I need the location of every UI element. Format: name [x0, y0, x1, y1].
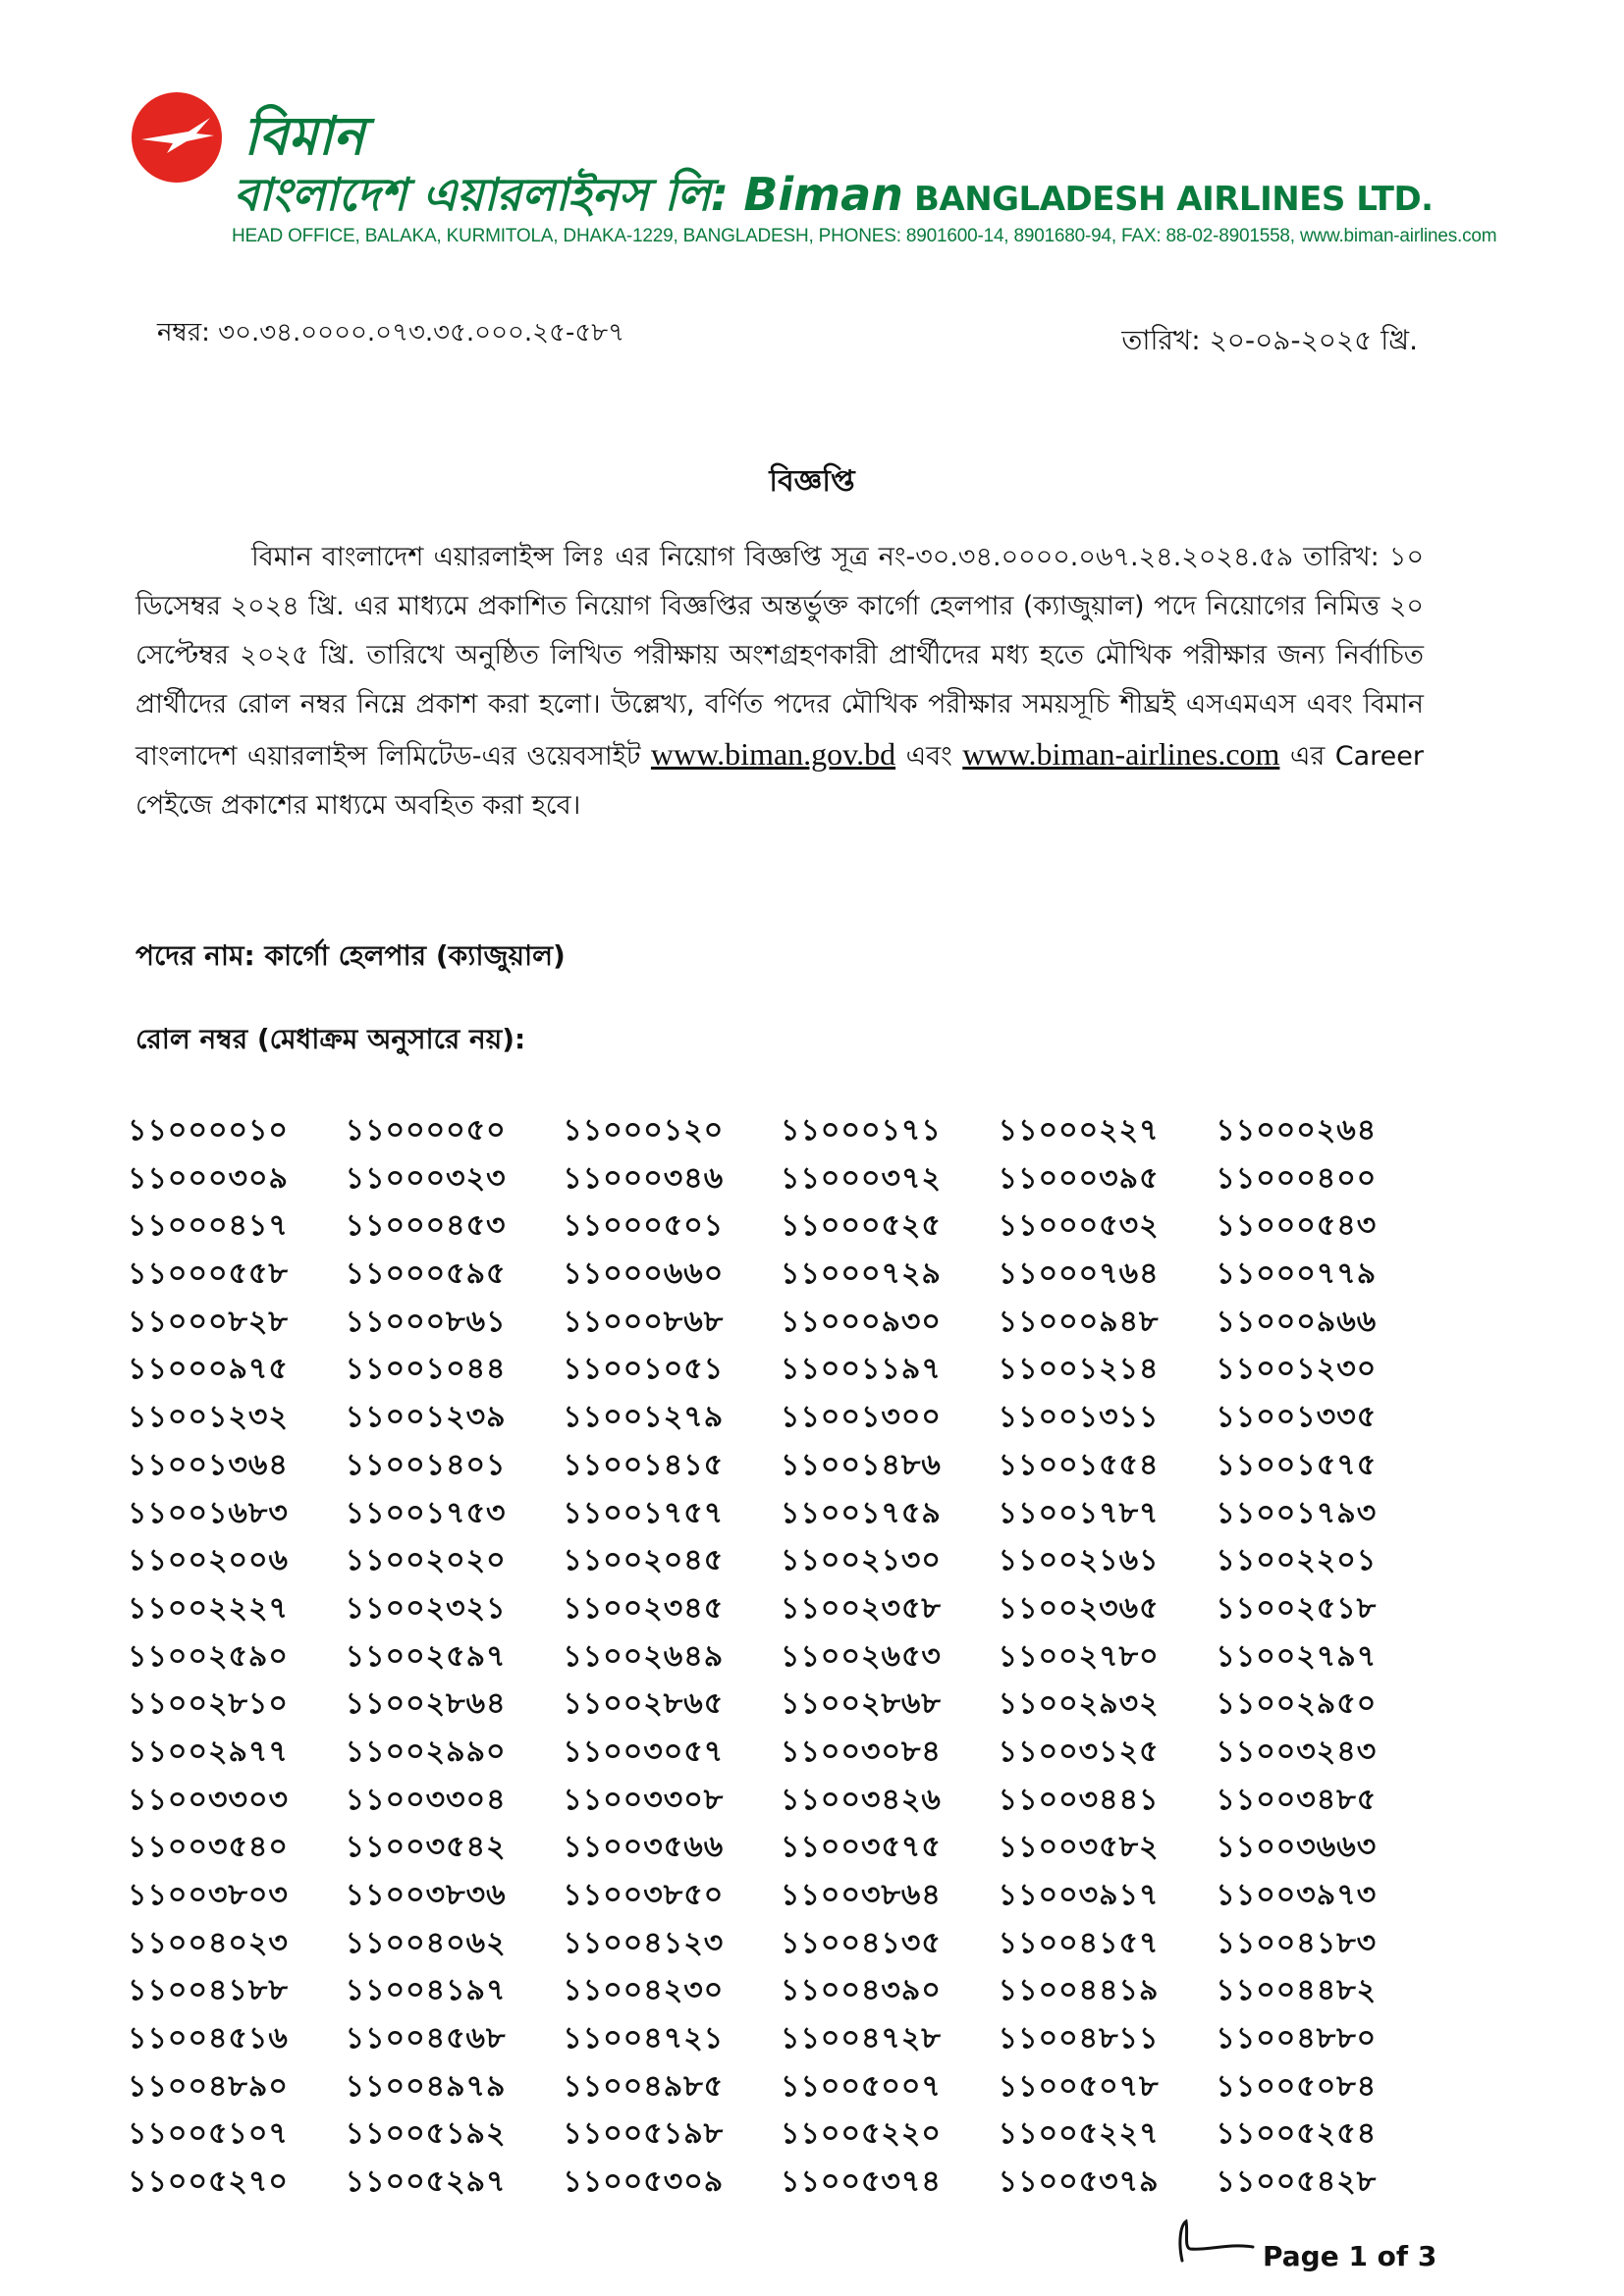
- roll-number: ১১০০১৭৯৩: [1216, 1495, 1378, 1530]
- roll-number: ১১০০০৫৯৫: [345, 1256, 507, 1292]
- roll-number: ১১০০৪০২৩: [128, 1925, 289, 1960]
- roll-number: ১১০০৩৫৮২: [998, 1830, 1160, 1865]
- roll-number: ১১০০৫১৯২: [345, 2116, 507, 2152]
- roll-number: ১১০০৫৩০৯: [563, 2164, 725, 2200]
- roll-number: ১১০০৪১৮৩: [1216, 1925, 1378, 1960]
- roll-number: ১১০০২১৩০: [781, 1543, 942, 1578]
- roll-number: ১১০০৩৫৪২: [345, 1830, 507, 1865]
- link-biman-airlines[interactable]: www.biman-airlines.com: [962, 736, 1280, 772]
- roll-number: ১১০০৪৪৮২: [1216, 1973, 1378, 2008]
- roll-number: ১১০০০৩৯৫: [998, 1160, 1160, 1196]
- roll-number: ১১০০৪৮৯০: [128, 2068, 289, 2104]
- roll-number: ১১০০১৩৩৫: [1216, 1400, 1378, 1435]
- roll-number: ১১০০২৯৩২: [998, 1686, 1160, 1722]
- roll-number: ১১০০৫১০৭: [128, 2116, 289, 2152]
- roll-number: ১১০০২৭৮০: [998, 1638, 1160, 1674]
- roll-number: ১১০০৪১২৩: [563, 1925, 725, 1960]
- roll-number: ১১০০৩৪৪১: [998, 1782, 1160, 1817]
- roll-number: ১১০০০৮৬৮: [563, 1304, 725, 1339]
- brand-name-english-ltd: BANGLADESH AIRLINES LTD.: [913, 180, 1434, 219]
- brand-name-bangla-line1: বিমান: [244, 105, 365, 167]
- roll-number: ১১০০৫২২০: [781, 2116, 942, 2152]
- roll-number: ১১০০২০২০: [345, 1543, 507, 1578]
- roll-number: ১১০০১৪৮৬: [781, 1447, 942, 1482]
- notice-body-text-1: বিমান বাংলাদেশ এয়ারলাইন্স লিঃ এর নিয়োগ বিজ্ঞপ্তি সূত্র নং-৩০.৩৪.০০০০.০৬৭.২৪.২০২৪.৫৯ তারিখ: ১০ ডিসেম্বর ২০২৪ খ্রি. এর মাধ্যমে প্রকাশিত নিয়োগ বিজ্ঞপ্তির অন্তর্ভুক্ত কার্গো হেলপার (ক্যাজুয়াল) পদে নিয়োগের নিমিত্ত ২০ সেপ্টেম্বর ২০২৫ খ্রি. তারিখে অনুষ্ঠিত লিখিত পরীক্ষায় অংশগ্রহণকারী প্রার্থীদের মধ্য হতে মৌখিক পরীক্ষার জন্য নির্বাচিত প্রার্থীদের রোল নম্বর নিম্নে প্রকাশ করা হলো। উল্লেখ্য, বর্ণিত পদের মৌখিক পরীক্ষার সময়সূচি শীঘ্রই এসএমএস এবং বিমান বাংলাদেশ এয়ারলাইন্স লিমিটেড-এর ওয়েবসাইট: [135, 542, 1424, 772]
- roll-number: ১১০০৩৬৬৩: [1216, 1830, 1378, 1865]
- brand-name-bangla-line2: বাংলাদেশ এয়ারলাইনস লি:: [234, 168, 730, 221]
- roll-number: ১১০০২৯৭৭: [128, 1734, 289, 1769]
- roll-number: ১১০০১৩১১: [998, 1400, 1160, 1435]
- roll-number: ১১০০৪৯৮৫: [563, 2068, 725, 2104]
- roll-number: ১১০০৩৩০৪: [345, 1782, 507, 1817]
- roll-number: ১১০০৫২৭০: [128, 2164, 289, 2200]
- roll-number: ১১০০১৩০০: [781, 1400, 942, 1435]
- brand-name-line2: [234, 168, 1434, 221]
- roll-number: ১১০০৩০৫৭: [563, 1734, 725, 1769]
- roll-number: ১১০০২৫১৮: [1216, 1590, 1378, 1626]
- roll-number: ১১০০৫২৫৪: [1216, 2116, 1378, 2152]
- roll-number: ১১০০২২২৭: [128, 1590, 289, 1626]
- roll-number: ১১০০১১৯৭: [781, 1352, 942, 1387]
- roll-number: ১১০০৫০৮৪: [1216, 2068, 1378, 2104]
- handwritten-signature-icon: [1168, 2214, 1257, 2268]
- roll-number: ১১০০১২৩৯: [345, 1400, 507, 1435]
- roll-number: ১১০০২৮১০: [128, 1686, 289, 1722]
- roll-number: ১১০০০১২০: [563, 1113, 725, 1148]
- roll-number: ১১০০৩৯১৭: [998, 1878, 1160, 1912]
- roll-number: ১১০০০৯৪৮: [998, 1304, 1160, 1339]
- roll-number: ১১০০৪৮১১: [998, 2021, 1160, 2056]
- roll-number: ১১০০০২৬৪: [1216, 1113, 1378, 1148]
- roll-number: ১১০০২৯৯০: [345, 1734, 507, 1769]
- head-office-address: HEAD OFFICE, BALAKA, KURMITOLA, DHAKA-1229, BANGLADESH, PHONES: 8901600-14, 8901680-94, FAX: 88-02-8901558, www.biman-airlines.com: [232, 226, 1497, 246]
- memo-number: নম্বর: ৩০.৩৪.০০০০.০৭৩.৩৫.০০০.২৫-৫৮৭: [157, 318, 624, 347]
- roll-number: ১১০০১৭৮৭: [998, 1495, 1160, 1530]
- roll-number: ১১০০১৭৫৩: [345, 1495, 507, 1530]
- roll-number: ১১০০০৭৬৪: [998, 1256, 1160, 1292]
- roll-number: ১১০০১২১৪: [998, 1352, 1160, 1387]
- roll-number: ১১০০৪৪১৯: [998, 1973, 1160, 2008]
- roll-number: ১১০০৪২৩০: [563, 1973, 725, 2008]
- roll-number: ১১০০৩৪৮৫: [1216, 1782, 1378, 1817]
- roll-number: ১১০০২৫৯৭: [345, 1638, 507, 1674]
- roll-number: ১১০০১৭৫৯: [781, 1495, 942, 1530]
- roll-number: ১১০০১৫৫৪: [998, 1447, 1160, 1482]
- roll-number: ১১০০৩১২৫: [998, 1734, 1160, 1769]
- roll-number: ১১০০০০১০: [128, 1113, 289, 1148]
- memo-date: তারিখ: ২০-০৯-২০২৫ খ্রি.: [1121, 324, 1418, 356]
- roll-number: ১১০০৫৩৭৪: [781, 2164, 942, 2200]
- roll-number: ১১০০২৩৪৫: [563, 1590, 725, 1626]
- roll-number: ১১০০২০৪৫: [563, 1543, 725, 1578]
- roll-number: ১১০০০৮৬১: [345, 1304, 507, 1339]
- notice-body-text-2: এবং: [905, 741, 952, 772]
- roll-number: ১১০০৩৯৭৩: [1216, 1878, 1378, 1912]
- notice-body-text-3: এর Career পেইজে প্রকাশের মাধ্যমে অবহিত করা হবে।: [135, 741, 1425, 821]
- post-name: পদের নাম: কার্গো হেলপার (ক্যাজুয়াল): [135, 939, 566, 972]
- roll-number: ১১০০৩৫৪০: [128, 1830, 289, 1865]
- roll-number: ১১০০০০৫০: [345, 1113, 507, 1148]
- roll-number: ১১০০০৫৩২: [998, 1208, 1160, 1244]
- roll-number: ১১০০২৮৬৮: [781, 1686, 942, 1722]
- roll-number: ১১০০০৬৬০: [563, 1256, 725, 1292]
- roll-number: ১১০০২১৬১: [998, 1543, 1160, 1578]
- roll-number: ১১০০৪৫১৬: [128, 2021, 289, 2056]
- roll-number: ১১০০৩৮৩৬: [345, 1878, 507, 1912]
- notice-title: বিজ্ঞপ্তি: [769, 464, 855, 499]
- roll-number: ১১০০০৫২৫: [781, 1208, 942, 1244]
- roll-number: ১১০০১০৫১: [563, 1352, 725, 1387]
- roll-number: ১১০০০৪৫৩: [345, 1208, 507, 1244]
- roll-number: ১১০০২৫৯০: [128, 1638, 289, 1674]
- roll-number: ১১০০০২২৭: [998, 1113, 1160, 1148]
- roll-number: ১১০০৩২৪৩: [1216, 1734, 1378, 1769]
- roll-number: ১১০০০৪০০: [1216, 1160, 1378, 1196]
- roll-number: ১১০০০৩২৩: [345, 1160, 507, 1196]
- roll-number: ১১০০৩৫৭৫: [781, 1830, 942, 1865]
- roll-number: ১১০০২২০১: [1216, 1543, 1378, 1578]
- roll-number: ১১০০১৪০১: [345, 1447, 507, 1482]
- roll-number: ১১০০২৬৪৯: [563, 1638, 725, 1674]
- roll-number: ১১০০০৯৭৫: [128, 1352, 289, 1387]
- roll-number: ১১০০২০০৬: [128, 1543, 289, 1578]
- roll-number: ১১০০১৭৫৭: [563, 1495, 725, 1530]
- roll-number: ১১০০১৩৬৪: [128, 1447, 289, 1482]
- roll-number: ১১০০৩৮০৩: [128, 1878, 289, 1912]
- roll-number: ১১০০৪৮৮০: [1216, 2021, 1378, 2056]
- roll-number: ১১০০৪১৩৫: [781, 1925, 942, 1960]
- roll-number: ১১০০৪৭২৮: [781, 2021, 942, 2056]
- roll-number: ১১০০০৫৫৮: [128, 1256, 289, 1292]
- roll-number: ১১০০৩৮৬৪: [781, 1878, 942, 1912]
- roll-number: ১১০০২৮৬৪: [345, 1686, 507, 1722]
- roll-number: ১১০০১৬৮৩: [128, 1495, 289, 1530]
- roll-number: ১১০০৪১৫৭: [998, 1925, 1160, 1960]
- roll-number: ১১০০১০৪৪: [345, 1352, 507, 1387]
- roll-number: ১১০০৩৫৬৬: [563, 1830, 725, 1865]
- roll-number: ১১০০০৩০৯: [128, 1160, 289, 1196]
- roll-number: ১১০০৫৩৭৯: [998, 2164, 1160, 2200]
- roll-number: ১১০০০৩৭২: [781, 1160, 942, 1196]
- roll-number: ১১০০১২৩০: [1216, 1352, 1378, 1387]
- roll-number: ১১০০২৩৬৫: [998, 1590, 1160, 1626]
- roll-number: ১১০০২৯৫০: [1216, 1686, 1378, 1722]
- roll-number: ১১০০৩৩০৮: [563, 1782, 725, 1817]
- roll-number: ১১০০৫২৯৭: [345, 2164, 507, 2200]
- page-indicator: Page 1 of 3: [1263, 2240, 1437, 2272]
- letterhead: [128, 79, 1522, 255]
- link-biman-gov[interactable]: www.biman.gov.bd: [650, 736, 896, 772]
- roll-number: ১১০০০৫০১: [563, 1208, 725, 1244]
- roll-number: ১১০০৫৪২৮: [1216, 2164, 1378, 2200]
- roll-number: ১১০০০৩৪৬: [563, 1160, 725, 1196]
- roll-number: ১১০০০১৭১: [781, 1113, 942, 1148]
- roll-number: ১১০০৪১৯৭: [345, 1973, 507, 2008]
- notice-body: [135, 533, 1424, 830]
- roll-number: ১১০০২৭৯৭: [1216, 1638, 1378, 1674]
- roll-number-heading: রোল নম্বর (মেধাক্রম অনুসারে নয়):: [135, 1023, 526, 1055]
- roll-number: ১১০০০৮২৮: [128, 1304, 289, 1339]
- roll-number-grid: [116, 1107, 1422, 2207]
- roll-number: ১১০০৪৫৬৮: [345, 2021, 507, 2056]
- roll-number: ১১০০২৬৫৩: [781, 1638, 942, 1674]
- biman-stork-logo-icon: [128, 88, 226, 187]
- roll-number: ১১০০৫২২৭: [998, 2116, 1160, 2152]
- roll-number: ১১০০৫০৭৮: [998, 2068, 1160, 2104]
- roll-number: ১১০০০৪১৭: [128, 1208, 289, 1244]
- roll-number: ১১০০৩৩০৩: [128, 1782, 289, 1817]
- roll-number: ১১০০৪১৮৮: [128, 1973, 289, 2008]
- roll-number: ১১০০৩০৮৪: [781, 1734, 942, 1769]
- roll-number: ১১০০২৮৬৫: [563, 1686, 725, 1722]
- roll-number: ১১০০১২৭৯: [563, 1400, 725, 1435]
- roll-number: ১১০০৫১৯৮: [563, 2116, 725, 2152]
- roll-number: ১১০০৪৭২১: [563, 2021, 725, 2056]
- roll-number: ১১০০০৫৪৩: [1216, 1208, 1378, 1244]
- roll-number: ১১০০২৩৫৮: [781, 1590, 942, 1626]
- roll-number: ১১০০১৫৭৫: [1216, 1447, 1378, 1482]
- roll-number: ১১০০৩৮৫০: [563, 1878, 725, 1912]
- roll-number: ১১০০০৭৭৯: [1216, 1256, 1378, 1292]
- roll-number: ১১০০৪৩৯০: [781, 1973, 942, 2008]
- roll-number: ১১০০২৩২১: [345, 1590, 507, 1626]
- roll-number: ১১০০০৭২৯: [781, 1256, 942, 1292]
- roll-number: ১১০০৪০৬২: [345, 1925, 507, 1960]
- roll-number: ১১০০৪৯৭৯: [345, 2068, 507, 2104]
- roll-number: ১১০০১২৩২: [128, 1400, 289, 1435]
- roll-number: ১১০০০৯৬৬: [1216, 1304, 1378, 1339]
- roll-number: ১১০০৩৪২৬: [781, 1782, 942, 1817]
- roll-number: ১১০০৫০০৭: [781, 2068, 942, 2104]
- roll-number: ১১০০০৯৩০: [781, 1304, 942, 1339]
- roll-number: ১১০০১৪১৫: [563, 1447, 725, 1482]
- brand-name-english: Biman: [743, 168, 903, 221]
